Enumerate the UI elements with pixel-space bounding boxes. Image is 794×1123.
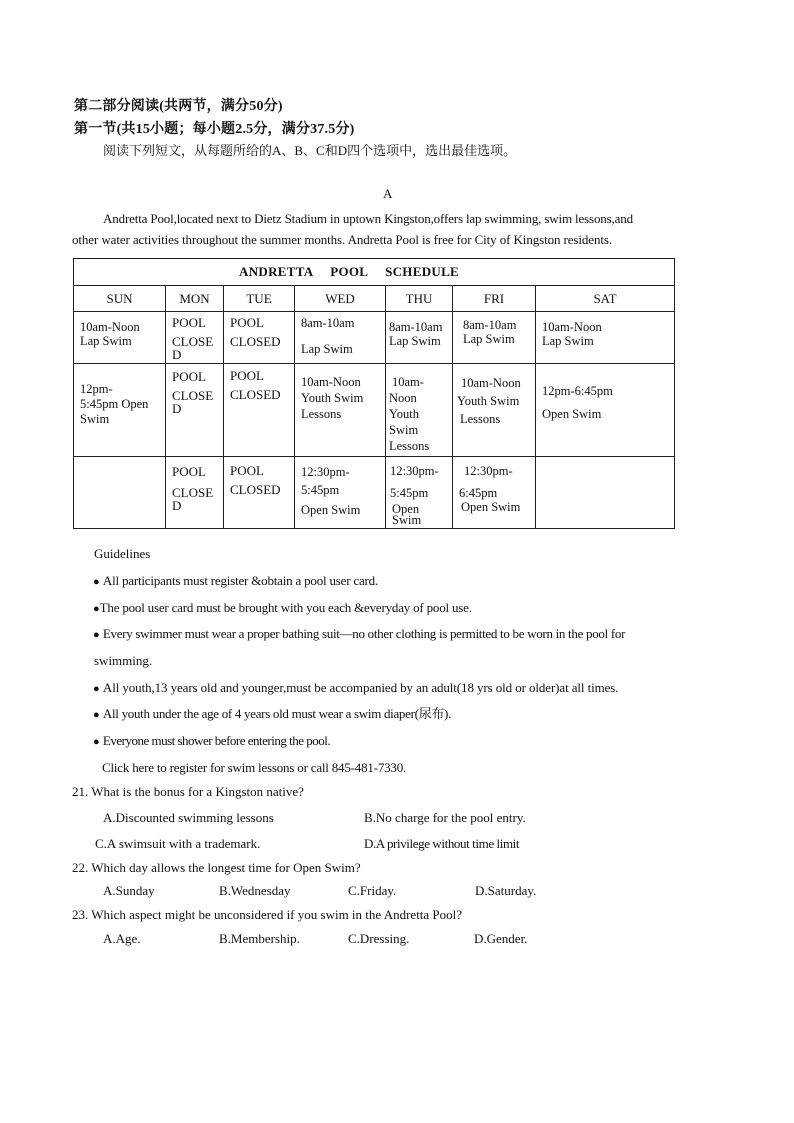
guideline-item: ● All youth under the age of 4 years old must wear a swim diaper(尿布). (93, 706, 452, 721)
bullet-icon: ● (93, 709, 100, 721)
schedule-row (74, 457, 675, 529)
instructions: 阅读下列短文，从每题所给的A、B、C和D四个选项中，选出最佳选项。 (103, 143, 517, 158)
cell-wed-2: 10am-Noon Youth Swim Lessons (295, 364, 386, 457)
cell-wed-3: 12:30pm- 5:45pm Open Swim (295, 457, 386, 529)
cell-fri-1: 8am-10am Lap Swim (453, 312, 536, 364)
cell-tue-2: POOL CLOSED (224, 364, 295, 457)
day-sun: SUN (74, 286, 166, 312)
guideline-item: ● Everyone must shower before entering the pool. (93, 733, 331, 748)
q22-option-c[interactable]: C.Friday. (348, 883, 397, 898)
guideline-item: ● All youth,13 years old and younger,must be accompanied by an adult(18 yrs old or older)at all times. (93, 680, 619, 695)
q21-option-b[interactable]: B.No charge for the pool entry. (364, 810, 526, 825)
schedule-days-row (74, 286, 675, 312)
cell-sun-1: 10am-Noon Lap Swim (74, 312, 166, 364)
q21-option-c[interactable]: C.A swimsuit with a trademark. (95, 836, 261, 851)
cell-thu-1: 8am-10am Lap Swim (386, 312, 453, 364)
bullet-icon: ● (93, 603, 100, 615)
day-thu: THU (386, 286, 453, 312)
register-link[interactable]: Click here to register for swim lessons or call 845-481-7330. (102, 760, 407, 775)
cell-fri-2: 10am-Noon Youth Swim Lessons (453, 364, 536, 457)
bullet-icon: ● (93, 736, 100, 748)
cell-tue-1: POOL CLOSED (224, 312, 295, 364)
question-22-stem: 22. Which day allows the longest time for Open Swim? (72, 860, 361, 875)
cell-mon-1: POOL CLOSE D (166, 312, 224, 364)
passage-intro-line1: Andretta Pool,located next to Dietz Stadium in uptown Kingston,offers lap swimming, swim lessons,and (103, 211, 633, 226)
q21-option-a[interactable]: A.Discounted swimming lessons (103, 810, 274, 825)
day-sat: SAT (536, 286, 675, 312)
q22-option-a[interactable]: A.Sunday (103, 883, 155, 898)
section-title: 第一节(共15小题；每小题2.5分，满分37.5分) (74, 122, 355, 137)
bullet-icon: ● (93, 629, 100, 641)
day-wed: WED (295, 286, 386, 312)
schedule-row (74, 364, 675, 457)
cell-sun-3 (74, 457, 166, 529)
guideline-item: ● Every swimmer must wear a proper bathing suit—no other clothing is permitted to be worn in the pool for (93, 626, 626, 641)
q22-option-d[interactable]: D.Saturday. (475, 883, 537, 898)
guideline-item: ●The pool user card must be brought with you each &everyday of pool use. (93, 600, 472, 615)
cell-sun-2: 12pm- 5:45pm Open Swim (74, 364, 166, 457)
cell-sat-1: 10am-Noon Lap Swim (536, 312, 675, 364)
cell-wed-1: 8am-10am Lap Swim (295, 312, 386, 364)
bullet-icon: ● (93, 683, 100, 695)
q23-option-a[interactable]: A.Age. (103, 931, 141, 946)
day-mon: MON (166, 286, 224, 312)
q21-option-d[interactable]: D.A privilege without time limit (364, 836, 520, 851)
schedule-row (74, 312, 675, 364)
bullet-icon: ● (93, 576, 100, 588)
cell-thu-3: 12:30pm- 5:45pm Open Swim (386, 457, 453, 529)
cell-sat-2: 12pm-6:45pm Open Swim (536, 364, 675, 457)
question-23-stem: 23. Which aspect might be unconsidered if you swim in the Andretta Pool? (72, 907, 463, 922)
cell-thu-2: 10am- Noon Youth Swim Lessons (386, 364, 453, 457)
guidelines-heading: Guidelines (94, 546, 151, 561)
guideline-item: ● All participants must register &obtain a pool user card. (93, 573, 378, 588)
schedule-table (73, 258, 675, 529)
cell-tue-3: POOL CLOSED (224, 457, 295, 529)
cell-mon-3: POOL CLOSE D (166, 457, 224, 529)
guideline-item-continued: swimming. (94, 653, 153, 668)
cell-mon-2: POOL CLOSE D (166, 364, 224, 457)
q23-option-d[interactable]: D.Gender. (474, 931, 528, 946)
day-tue: TUE (224, 286, 295, 312)
part-title: 第二部分阅读(共两节，满分50分) (74, 99, 283, 114)
schedule-title: ANDRETTA POOL SCHEDULE (74, 259, 675, 286)
q23-option-c[interactable]: C.Dressing. (348, 931, 410, 946)
passage-intro-line2: other water activities throughout the summer months. Andretta Pool is free for City of Kingston residents. (72, 232, 612, 247)
cell-sat-3 (536, 457, 675, 529)
q22-option-b[interactable]: B.Wednesday (219, 883, 291, 898)
day-fri: FRI (453, 286, 536, 312)
passage-label: A (383, 186, 393, 201)
cell-fri-3: 12:30pm- 6:45pm Open Swim (453, 457, 536, 529)
question-21-stem: 21. What is the bonus for a Kingston native? (72, 784, 304, 799)
q23-option-b[interactable]: B.Membership. (219, 931, 300, 946)
